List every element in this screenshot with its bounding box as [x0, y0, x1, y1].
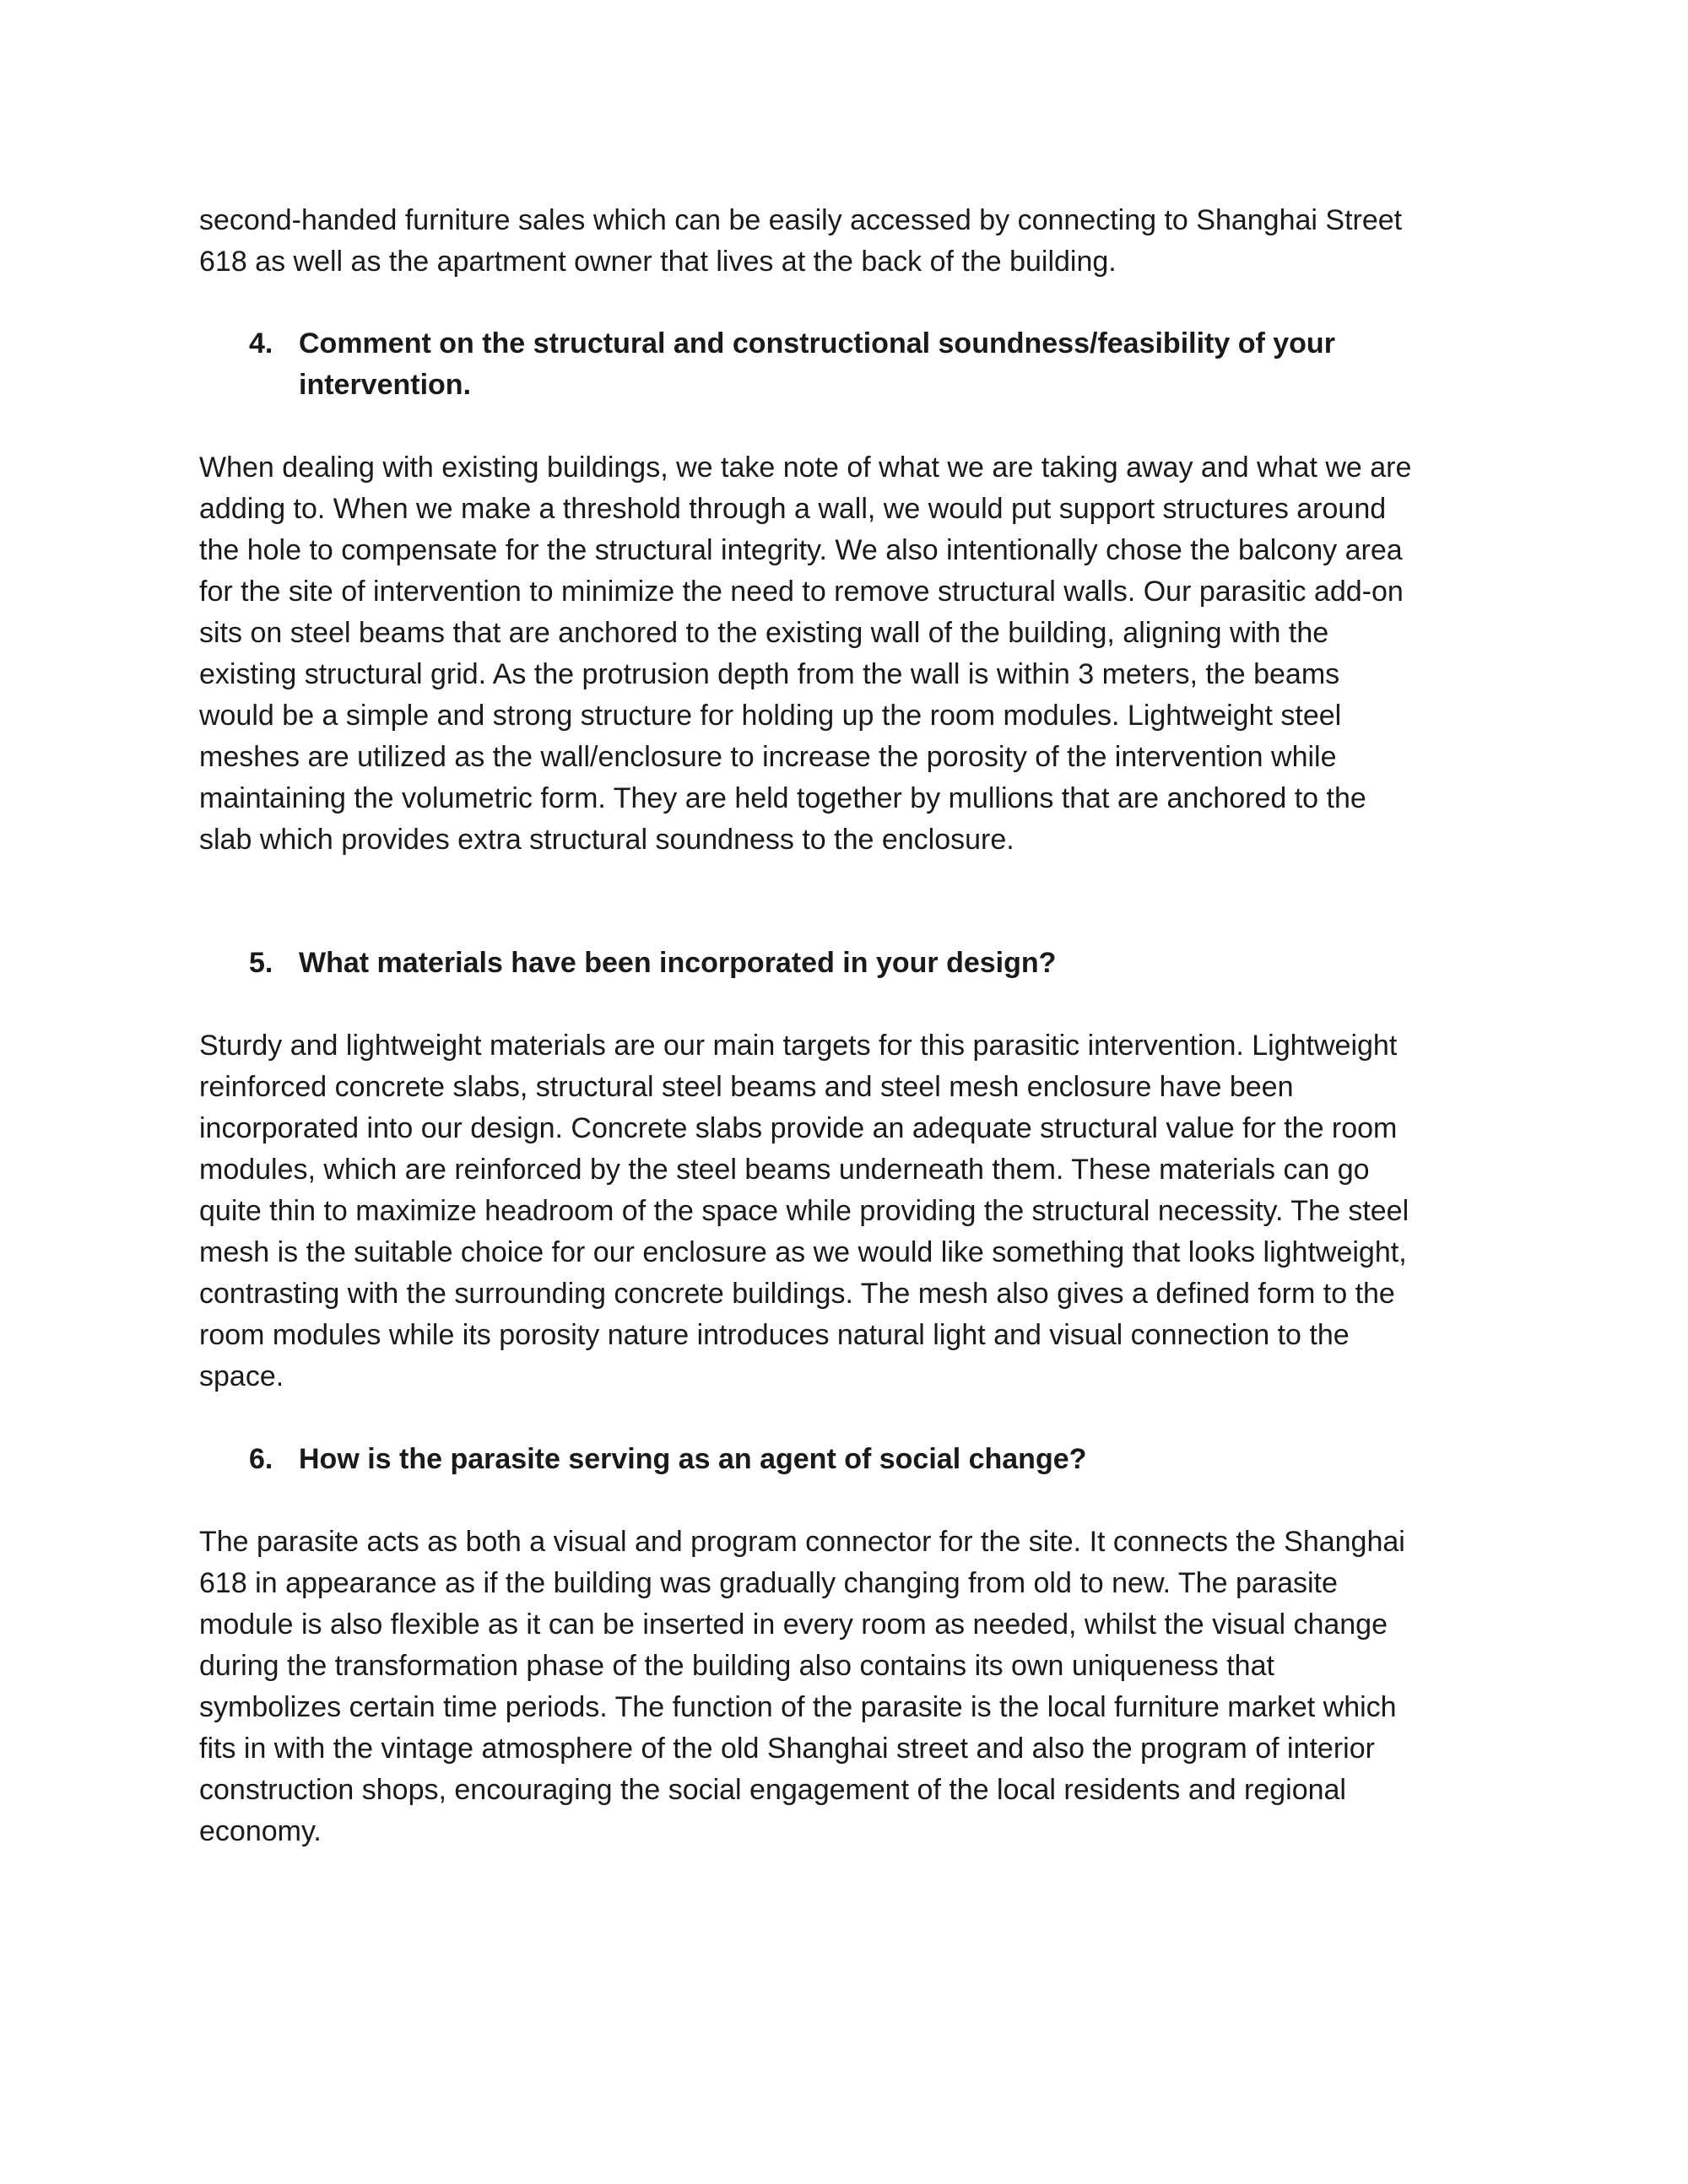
answer-4-line: sits on steel beams that are anchored to the existing wall of the building, aligning with the	[199, 617, 1329, 649]
answer-4-line: the hole to compensate for the structural integrity. We also intentionally chose the balcony area	[199, 534, 1403, 566]
answer-4-line: existing structural grid. As the protrusion depth from the wall is within 3 meters, the beams	[199, 658, 1340, 690]
answer-6-line: module is also flexible as it can be inserted in every room as needed, whilst the visual change	[199, 1608, 1388, 1641]
answer-4-line: meshes are utilized as the wall/enclosure to increase the porosity of the intervention while	[199, 741, 1337, 773]
answer-4-line: maintaining the volumetric form. They are held together by mullions that are anchored to the	[199, 782, 1366, 814]
question-6-heading	[249, 1439, 1498, 1480]
answer-6-line: 618 in appearance as if the building was gradually changing from old to new. The parasite	[199, 1567, 1338, 1599]
question-5-number: 5.	[249, 947, 273, 979]
question-6-text: How is the parasite serving as an agent of social change?	[299, 1443, 1087, 1475]
answer-5-line: incorporated into our design. Concrete slabs provide an adequate structural value for the room	[199, 1112, 1398, 1144]
answer-5-line: reinforced concrete slabs, structural steel beams and steel mesh enclosure have been	[199, 1071, 1294, 1103]
answer-5-line: Sturdy and lightweight materials are our main targets for this parasitic intervention. Lightweight	[199, 1030, 1398, 1062]
answer-5-line: quite thin to maximize headroom of the space while providing the structural necessity. The steel	[199, 1195, 1409, 1227]
question-5-heading	[249, 943, 1498, 984]
intro-line: 618 as well as the apartment owner that lives at the back of the building.	[199, 246, 1117, 278]
question-4-text-line: Comment on the structural and constructional soundness/feasibility of your	[299, 327, 1335, 359]
answer-4-line: When dealing with existing buildings, we take note of what we are taking away and what we are	[199, 451, 1412, 484]
answer-5-paragraph	[199, 1025, 1499, 1397]
answer-4-paragraph	[199, 447, 1499, 861]
answer-6-line: during the transformation phase of the building also contains its own uniqueness that	[199, 1650, 1274, 1682]
question-4-heading	[249, 323, 1498, 406]
answer-4-line: would be a simple and strong structure for holding up the room modules. Lightweight steel	[199, 700, 1342, 732]
answer-6-line: fits in with the vintage atmosphere of the old Shanghai street and also the program of interior	[199, 1733, 1375, 1765]
answer-4-line: slab which provides extra structural soundness to the enclosure.	[199, 824, 1014, 856]
answer-5-line: contrasting with the surrounding concrete buildings. The mesh also gives a defined form to the	[199, 1278, 1395, 1310]
question-4-text-line: intervention.	[299, 369, 472, 401]
answer-4-line: for the site of intervention to minimize the need to remove structural walls. Our parasitic add-on	[199, 576, 1404, 608]
answer-6-line: The parasite acts as both a visual and program connector for the site. It connects the Shanghai	[199, 1526, 1405, 1558]
intro-line: second-handed furniture sales which can be easily accessed by connecting to Shanghai Street	[199, 204, 1403, 236]
question-6-number: 6.	[249, 1443, 273, 1475]
answer-6-line: economy.	[199, 1815, 322, 1847]
answer-6-line: symbolizes certain time periods. The function of the parasite is the local furniture market which	[199, 1691, 1397, 1723]
question-4-number: 4.	[249, 327, 273, 359]
answer-5-line: room modules while its porosity nature introduces natural light and visual connection to the	[199, 1319, 1350, 1351]
question-5-text: What materials have been incorporated in your design?	[299, 947, 1057, 979]
answer-5-line: modules, which are reinforced by the steel beams underneath them. These materials can go	[199, 1154, 1370, 1186]
intro-paragraph	[199, 200, 1499, 283]
answer-5-line: space.	[199, 1360, 284, 1392]
answer-4-line: adding to. When we make a threshold through a wall, we would put support structures around	[199, 493, 1387, 525]
answer-6-line: construction shops, encouraging the social engagement of the local residents and regional	[199, 1774, 1346, 1806]
answer-6-paragraph	[199, 1522, 1499, 1852]
answer-5-line: mesh is the suitable choice for our enclosure as we would like something that looks lightweight,	[199, 1236, 1407, 1268]
